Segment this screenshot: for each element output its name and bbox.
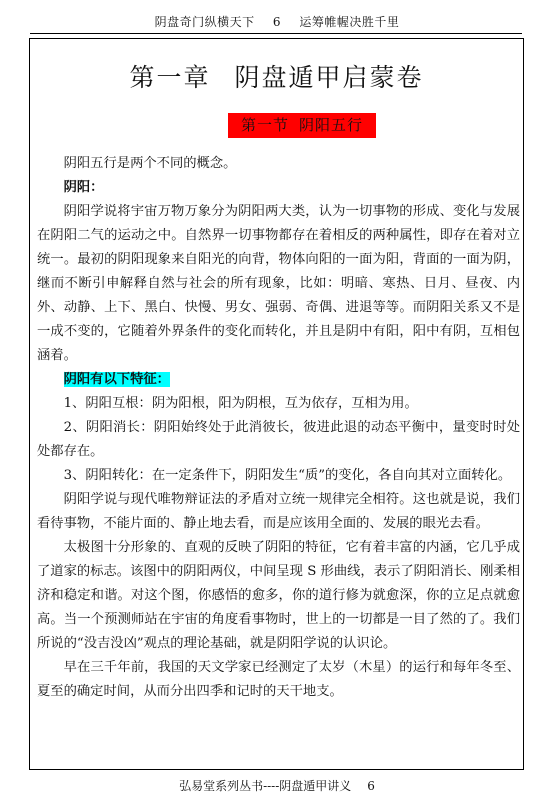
paragraph-features-heading — [37, 368, 520, 392]
running-header — [0, 13, 554, 30]
chapter-name: 阴盘遁甲启蒙卷 — [234, 63, 424, 92]
paragraph-dialectics: 阴阳学说与现代唯物辩证法的矛盾对立统一规律完全相符。这也就是说，我们看待事物，不能片面的、静止地去看，而是应该用全面的、发展的眼光去看。 — [37, 492, 520, 531]
paragraph-yinyang-heading — [37, 176, 520, 200]
body-text — [37, 152, 520, 704]
chapter-label: 第一章 — [129, 63, 211, 92]
section-title — [228, 113, 376, 138]
running-header-left: 阴盘奇门纵横天下 — [154, 15, 255, 29]
paragraph-yinyang-theory: 阴阳学说将宇宙万物万象分为阴阳两大类，认为一切事物的形成、变化与发展在阴阳二气的运动之中。自然界一切事物都存在着相反的两种属性，即存在着对立统一。最初的阴阳现象来自阳光的向背，物体向阳的一面为阳，背面的一面为阴，继而不断引申解释自然与社会的所有现象，比如：明暗、寒热、日月、昼夜、内外、动静、上下、黑白、快慢、男女、强弱、奇偶、进退等等。而阴阳关系又不是一成不变的，它随着外界条件的变化而转化，并且是阴中有阳，阳中有阴，互相包涵着。 — [37, 204, 520, 363]
paragraph-intro: 阴阳五行是两个不同的概念。 — [63, 156, 237, 171]
section-label: 第一节 — [240, 116, 289, 134]
footer-page-number: 6 — [367, 779, 375, 793]
paragraph-feature-3: 3、阴阳转化：在一定条件下，阴阳发生“质”的变化，各自向其对立面转化。 — [63, 468, 512, 483]
section-name: 阴阳五行 — [299, 116, 364, 134]
page-footer — [0, 777, 554, 794]
paragraph-feature-2: 2、阴阳消长：阴阳始终处于此消彼长，彼进此退的动态平衡中，量变时时处处都存在。 — [37, 420, 520, 459]
header-rule — [30, 33, 522, 34]
footer-series-title: 弘易堂系列丛书----阴盘遁甲讲义 — [179, 779, 352, 793]
paragraph-astronomy: 早在三千年前，我国的天文学家已经测定了太岁（木星）的运行和每年冬至、夏至的确定时间，从而分出四季和记时的天干地支。 — [37, 660, 520, 699]
paragraph-taiji: 太极图十分形象的、直观的反映了阴阳的特征，它有着丰富的内涵，它几乎成了道家的标志。该图中的阴阳两仪，中间呈现 S 形曲线，表示了阴阳消长、刚柔相济和稳定和谐。对这个图，你感悟的愈多，你的道行修为就愈深，你的立足点就愈高。当一个预测师站在宇宙的角度看事物时，世上的一切都是一目了然的了。我们所说的“没吉没凶”观点的理论基础，就是阴阳学说的认识论。 — [37, 540, 520, 651]
yinyang-heading: 阴阳： — [63, 180, 104, 195]
paragraph-feature-1: 1、阴阳互根：阴为阳根，阳为阴根，互为依存，互相为用。 — [63, 396, 418, 411]
running-header-right: 运筹帷幄决胜千里 — [299, 15, 400, 29]
chapter-title — [29, 58, 524, 94]
running-header-page-number: 6 — [272, 15, 282, 29]
features-heading: 阴阳有以下特征： — [63, 372, 170, 387]
